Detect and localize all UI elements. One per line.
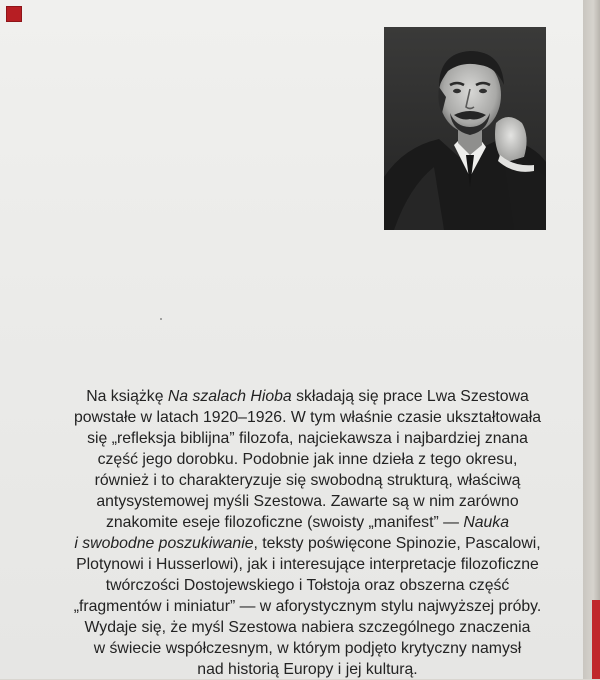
description-line: znakomite eseje filozoficzne (swoisty „manifest” — Nauka bbox=[106, 514, 509, 531]
description-line: również i to charakteryzuje się swobodną strukturą, właściwą bbox=[94, 472, 521, 489]
description-line: powstałe w latach 1920–1926. W tym właśnie czasie ukształtowała bbox=[73, 409, 542, 426]
description-line: Wydaje się, że myśl Szestowa nabiera szczególnego znaczenia bbox=[84, 619, 531, 636]
description-line: nad historią Europy i jej kulturą. bbox=[197, 661, 418, 678]
description-line: Na książkę Na szalach Hioba składają się prace Lwa Szestowa bbox=[86, 388, 529, 405]
description-line: się „refleksja biblijna” filozofa, najciekawsza i najbardziej znana bbox=[87, 430, 528, 447]
book-title-italic: Na szalach Hioba bbox=[167, 388, 292, 405]
description-line: w świecie współczesnym, w którym podjęto krytyczny namysł bbox=[93, 640, 522, 657]
description-line: „fragmentów i miniatur” — w aforystycznym stylu najwyższej próby. bbox=[73, 598, 542, 615]
description-line: część jego dorobku. Podobnie jak inne dzieła z tego okresu, bbox=[97, 451, 518, 468]
book-description bbox=[40, 386, 575, 680]
description-line: antysystemowej myśli Szestowa. Zawarte są w nim zarówno bbox=[96, 493, 519, 510]
printing-dot bbox=[160, 318, 162, 320]
description-line: Plotynowi i Husserlowi), jak i interesujące interpretacje filozoficzne bbox=[76, 556, 539, 573]
author-portrait-photo bbox=[384, 27, 546, 230]
essay-title-italic: Nauka bbox=[463, 514, 509, 531]
red-corner-square-icon bbox=[6, 6, 22, 22]
cover-edge-strip bbox=[583, 0, 600, 679]
essay-title-italic-cont: i swobodne poszukiwanie bbox=[74, 535, 254, 552]
description-line: i swobodne poszukiwanie, teksty poświęcone Spinozie, Pascalowi, bbox=[74, 535, 541, 552]
description-line: twórczości Dostojewskiego i Tołstoja oraz obszerna część bbox=[105, 577, 510, 594]
spine-red-accent bbox=[592, 600, 600, 679]
